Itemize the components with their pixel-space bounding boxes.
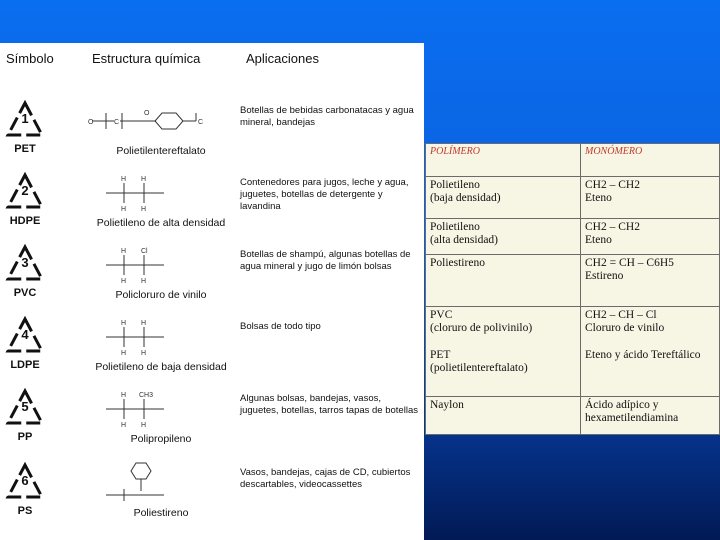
monomer-cell (581, 219, 720, 255)
structure-formula (84, 171, 234, 233)
recycling-row-pet (0, 99, 424, 171)
monomer-name: Eteno y ácido Tereftálico (585, 349, 701, 361)
table-row (426, 307, 720, 397)
svg-text:H: H (141, 320, 147, 327)
svg-text:C: C (114, 119, 120, 126)
svg-text:H: H (141, 350, 147, 357)
monomer-header: MONÓMERO (581, 144, 720, 177)
svg-text:H: H (141, 422, 147, 429)
symbol-header: Símbolo (6, 51, 54, 66)
recycling-code: LDPE (10, 359, 40, 371)
svg-text:H: H (121, 350, 127, 357)
polymer-name: Polietileno (430, 221, 480, 233)
ldpe-structure-icon (84, 315, 234, 359)
svg-text:H: H (121, 206, 127, 213)
table-row (426, 219, 720, 255)
hdpe-structure-icon (84, 171, 234, 215)
table-row (426, 255, 720, 307)
svg-text:H: H (121, 176, 127, 183)
svg-text:H: H (121, 248, 127, 255)
monomer-name: Estireno (585, 270, 624, 282)
polymer-detail: (baja densidad) (430, 192, 501, 204)
polymer-cell (426, 307, 581, 397)
monomer-formula: CH2 – CH2 (585, 221, 640, 233)
recycling-row-ldpe (0, 315, 424, 387)
recycling-code: PET (14, 143, 36, 155)
polymer-name: Polietileno (430, 179, 480, 191)
applications-text: Contenedores para jugos, leche y agua, juguetes, botellas de detergente y lavandina (240, 177, 409, 212)
recycling-symbol-icon (4, 99, 46, 163)
monomer-formula: CH2 – CH2 (585, 179, 640, 191)
recycling-row-pp (0, 387, 424, 459)
recycling-code: PVC (13, 287, 37, 299)
svg-text:H: H (141, 206, 147, 213)
polymer-cell (426, 177, 581, 219)
recycling-symbol-icon (4, 387, 46, 451)
monomer-name: Cloruro de vinilo (585, 322, 665, 334)
polymer-cell (426, 397, 581, 435)
monomer-name: Eteno (585, 234, 612, 246)
recycling-number: 4 (21, 327, 29, 342)
monomer-formula: CH2 = CH – C6H5 (585, 257, 674, 269)
polymer-cell (426, 219, 581, 255)
structure-name: Polietilentereftalato (116, 145, 206, 157)
monomer-formula: CH2 – CH – Cl (585, 309, 657, 321)
structure-name: Polietileno de baja densidad (95, 361, 227, 373)
polymer-name: PET (430, 349, 451, 361)
svg-text:Cl: Cl (141, 248, 148, 255)
recycling-symbol-icon (4, 171, 46, 235)
monomer-formula: Ácido adípico y (585, 399, 659, 411)
svg-text:H: H (121, 278, 127, 285)
polymer-cell (426, 255, 581, 307)
svg-text:H: H (141, 176, 147, 183)
structure-name: Poliestireno (133, 507, 189, 519)
structure-name: Policloruro de vinilo (115, 289, 207, 301)
polymer-name: Naylon (430, 399, 464, 411)
monomer-cell (581, 177, 720, 219)
recycling-number: 1 (21, 111, 29, 126)
polymer-detail: (cloruro de polivinilo) (430, 322, 533, 334)
monomer-name: Eteno (585, 192, 612, 204)
svg-text:H: H (121, 392, 127, 399)
recycling-code: PP (17, 431, 33, 443)
structure-formula (84, 243, 234, 305)
applications-text: Bolsas de todo tipo (240, 321, 321, 332)
recycling-row-pvc (0, 243, 424, 315)
polymer-name: Poliestireno (430, 257, 485, 269)
recycling-symbol-icon (4, 461, 46, 525)
svg-text:C: C (198, 119, 204, 126)
table-row (426, 177, 720, 219)
polymer-monomer-table (425, 143, 720, 435)
recycling-number: 2 (21, 183, 29, 198)
recycling-symbol-icon (4, 243, 46, 307)
monomer-cell (581, 307, 720, 397)
monomer-cell (581, 397, 720, 435)
polymer-detail: (alta densidad) (430, 234, 499, 246)
svg-text:H: H (141, 278, 147, 285)
recycling-number: 5 (21, 399, 29, 414)
recycling-code: HDPE (9, 215, 41, 227)
structure-name: Polipropileno (130, 433, 192, 445)
svg-text:O: O (144, 110, 150, 117)
pp-structure-icon (84, 387, 234, 431)
recycling-codes-panel (0, 43, 424, 540)
polymer-detail: (polietilentereftalato) (430, 362, 528, 374)
structure-formula (84, 461, 234, 523)
polymer-header: POLÍMERO (426, 144, 581, 177)
recycling-symbol-icon (4, 315, 46, 379)
structure-formula (84, 99, 234, 161)
structure-header: Estructura química (92, 51, 201, 66)
structure-formula (84, 387, 234, 449)
applications-text: Algunas bolsas, bandejas, vasos, juguetes, botellas, tarros tapas de botellas (240, 393, 418, 416)
recycling-number: 3 (21, 255, 29, 270)
structure-name: Polietileno de alta densidad (96, 217, 226, 229)
monomer-name: hexametilendiamina (585, 412, 679, 424)
applications-header: Aplicaciones (246, 51, 319, 66)
table-header-row (426, 144, 720, 177)
svg-text:O: O (88, 119, 94, 126)
applications-text: Botellas de shampú, algunas botellas de agua mineral y jugo de limón bolsas (240, 249, 411, 272)
applications-text: Botellas de bebidas carbonatacas y agua mineral, bandejas (240, 105, 414, 128)
recycling-code: PS (17, 505, 33, 517)
recycling-row-hdpe (0, 171, 424, 243)
pvc-structure-icon (84, 243, 234, 287)
recycling-number: 6 (21, 473, 29, 488)
svg-text:H: H (121, 422, 127, 429)
svg-text:H: H (121, 320, 127, 327)
pet-structure-icon (84, 99, 234, 143)
table-row (426, 397, 720, 435)
svg-text:CH3: CH3 (139, 392, 154, 399)
polymer-name: PVC (430, 309, 453, 321)
applications-text: Vasos, bandejas, cajas de CD, cubiertos descartables, videocassettes (240, 467, 411, 490)
recycling-row-ps (0, 461, 424, 533)
monomer-cell (581, 255, 720, 307)
structure-formula (84, 315, 234, 377)
ps-structure-icon (84, 461, 234, 505)
